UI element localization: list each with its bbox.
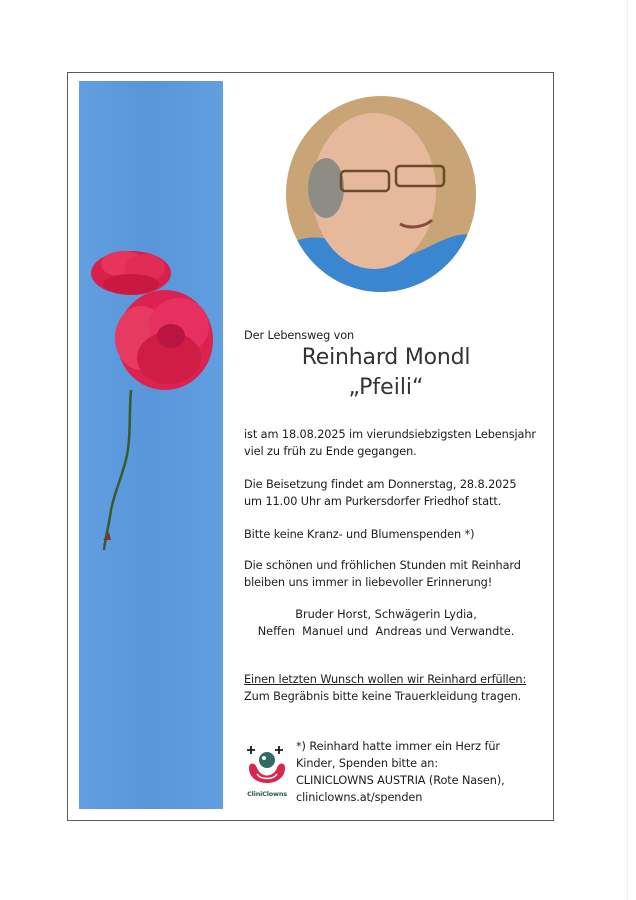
intro-text: Der Lebensweg von — [244, 329, 355, 342]
line: bleiben uns immer in liebevoller Erinnerung! — [244, 576, 493, 589]
paragraph-death — [244, 426, 544, 460]
portrait-photo — [286, 96, 476, 292]
rose-lower — [115, 290, 213, 390]
line: ist am 18.08.2025 im vierundsiebzigsten Lebensjahr — [244, 428, 536, 441]
line: Kinder, Spenden bitte an: — [296, 757, 439, 770]
wish-heading: Einen letzten Wunsch wollen wir Reinhard erfüllen: — [244, 673, 527, 686]
paragraph-funeral — [244, 476, 544, 510]
line: CLINICLOWNS AUSTRIA (Rote Nasen), — [296, 774, 505, 787]
line: Bruder Horst, Schwägerin Lydia, — [295, 608, 477, 621]
line: Die schönen und fröhlichen Stunden mit Reinhard — [244, 559, 521, 572]
paragraph-memories — [244, 557, 544, 591]
line: Neffen Manuel und Andreas und Verwandte. — [257, 625, 515, 638]
line: Bitte keine Kranz- und Blumenspenden *) — [244, 528, 475, 541]
page-edge — [627, 0, 628, 900]
paragraph-no-flowers — [244, 526, 544, 543]
rose-stem — [104, 390, 131, 550]
line: Die Beisetzung findet am Donnerstag, 28.8.2025 — [244, 478, 517, 491]
donation-note — [296, 738, 546, 806]
logo-label: CliniClowns — [247, 790, 287, 798]
donation-link: cliniclowns.at/spenden — [296, 791, 423, 804]
rose-upper — [91, 251, 171, 295]
deceased-nickname: „Pfeili“ — [348, 375, 424, 400]
family-signature — [244, 606, 528, 640]
line: viel zu früh zu Ende gegangen. — [244, 445, 417, 458]
last-wish — [244, 671, 544, 705]
line: um 11.00 Uhr am Purkersdorfer Friedhof statt. — [244, 495, 502, 508]
deceased-name: Reinhard Mondl — [301, 345, 471, 370]
wish-text: Zum Begräbnis bitte keine Trauerkleidung tragen. — [244, 690, 522, 703]
rose-image — [79, 240, 223, 560]
line: *) Reinhard hatte immer ein Herz für — [296, 740, 500, 753]
